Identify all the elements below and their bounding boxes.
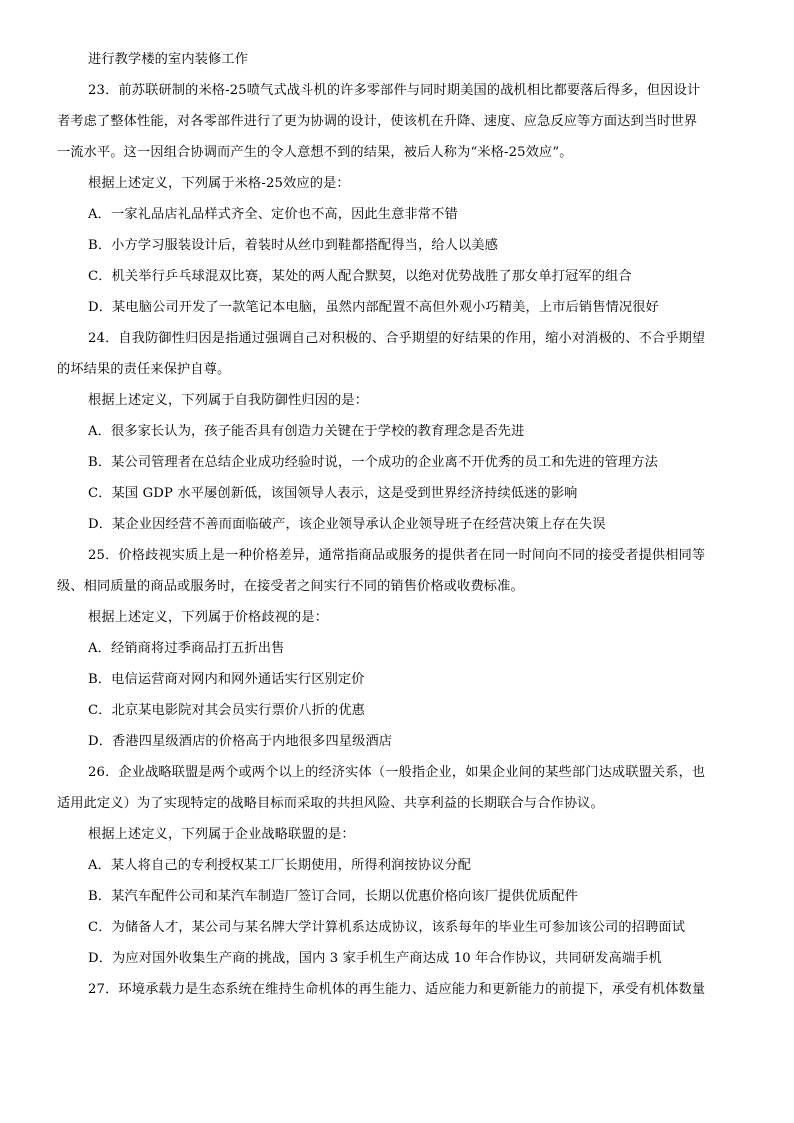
question-23-option-a: A．一家礼品店礼品样式齐全、定价也不高，因此生意非常不错 xyxy=(88,207,458,222)
question-23-option-d: D．某电脑公司开发了一款笔记本电脑，虽然内部配置不高但外观小巧精美，上市后销售情况很好 xyxy=(88,300,659,315)
question-24-option-c: C．某国 GDP 水平屡创新低，该国领导人表示，这是受到世界经济持续低迷的影响 xyxy=(88,486,578,501)
question-26-option-a: A．某人将自己的专利授权某工厂长期使用，所得利润按协议分配 xyxy=(88,858,472,873)
question-25-option-b: B．电信运营商对网内和网外通话实行区别定价 xyxy=(88,672,365,687)
question-26-option-b: B．某汽车配件公司和某汽车制造厂签订合同，长期以优惠价格向该厂提供优质配件 xyxy=(88,889,578,904)
question-27-stem: 27．环境承载力是生态系统在维持生命机体的再生能力、适应能力和更新能力的前提下，承受有机体数量 xyxy=(88,982,706,997)
text-line: 级、相同质量的商品或服务时，在接受者之间实行不同的销售价格或收费标准。 xyxy=(57,579,524,594)
question-25-option-c: C．北京某电影院对其会员实行票价八折的优惠 xyxy=(88,703,365,718)
question-26-stem: 26．企业战略联盟是两个或两个以上的经济实体（一般指企业，如果企业间的某些部门达成联盟关系，也 xyxy=(88,765,706,780)
question-24-option-b: B．某公司管理者在总结企业成功经验时说，一个成功的企业离不开优秀的员工和先进的管理方法 xyxy=(88,455,659,470)
question-25-prompt: 根据上述定义，下列属于价格歧视的是： xyxy=(88,610,329,625)
question-24-prompt: 根据上述定义，下列属于自我防御性归因的是： xyxy=(88,393,369,408)
question-26-option-d: D．为应对国外收集生产商的挑战，国内 3 家手机生产商达成 10 年合作协议，共同研发高端手机 xyxy=(88,951,662,966)
text-line: 者考虑了整体性能，对各零部件进行了更为协调的设计，使该机在升降、速度、应急反应等方面达到当时世界 xyxy=(57,114,698,129)
question-24-option-d: D．某企业因经营不善而面临破产，该企业领导承认企业领导班子在经营决策上存在失误 xyxy=(88,517,606,532)
question-26-option-c: C．为储备人才，某公司与某名牌大学计算机系达成协议，该系每年的毕业生可参加该公司的招聘面试 xyxy=(88,920,686,935)
text-line: 进行教学楼的室内装修工作 xyxy=(88,52,249,67)
text-line: 一流水平。这一因组合协调而产生的令人意想不到的结果，被后人称为“米格-25效应”。 xyxy=(57,145,573,160)
text-line: 适用此定义）为了实现特定的战略目标而采取的共担风险、共享利益的长期联合与合作协议。 xyxy=(57,796,604,811)
text-line: 的坏结果的责任来保护自尊。 xyxy=(57,362,231,377)
question-23-option-b: B．小方学习服装设计后，着装时从丝巾到鞋都搭配得当，给人以美感 xyxy=(88,238,498,253)
question-24-stem: 24．自我防御性归因是指通过强调自己对积极的、合乎期望的好结果的作用，缩小对消极的、不合乎期望 xyxy=(88,331,706,346)
question-25-option-d: D．香港四星级酒店的价格高于内地很多四星级酒店 xyxy=(88,734,393,749)
question-23-prompt: 根据上述定义，下列属于米格-25效应的是： xyxy=(88,176,350,191)
question-26-prompt: 根据上述定义，下列属于企业战略联盟的是： xyxy=(88,827,355,842)
question-25-stem: 25．价格歧视实质上是一种价格差异，通常指商品或服务的提供者在同一时间向不同的接受者提供相同等 xyxy=(88,548,706,563)
question-25-option-a: A．经销商将过季商品打五折出售 xyxy=(88,641,285,656)
question-23-option-c: C．机关举行乒乓球混双比赛，某处的两人配合默契，以绝对优势战胜了那女单打冠军的组合 xyxy=(88,269,632,284)
question-24-option-a: A．很多家长认为，孩子能否具有创造力关键在于学校的教育理念是否先进 xyxy=(88,424,525,439)
question-23-stem: 23．前苏联研制的米格-25喷气式战斗机的许多零部件与同时期美国的战机相比都要落后得多，但因设计 xyxy=(88,83,701,98)
